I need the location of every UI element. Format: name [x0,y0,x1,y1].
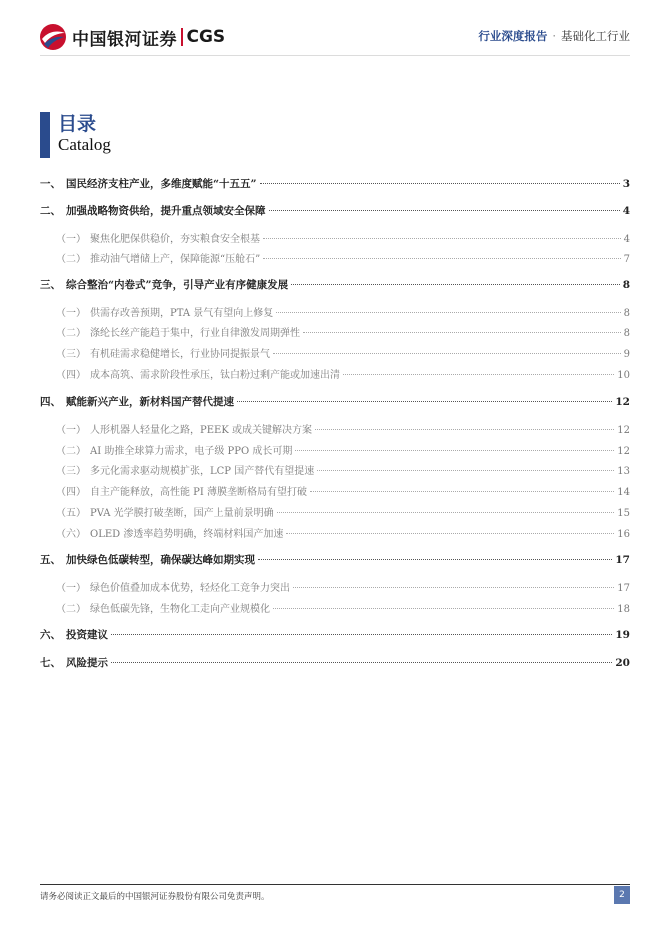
toc-entry-title: 自主产能释放，高性能 PI 薄膜垄断格局有望打破 [90,487,308,498]
toc-section-entry[interactable] [40,230,630,245]
toc-entry-page: 8 [623,328,630,339]
toc-section-entry[interactable] [40,366,630,381]
toc-section-entry[interactable] [40,579,630,594]
toc-dot-leader [258,559,612,560]
toc-dot-leader [315,429,614,430]
toc-entry-number: （一） [56,425,86,436]
toc-title-cn: 目录 [58,113,97,135]
toc-section-entry[interactable] [40,421,630,436]
toc-section-entry[interactable] [40,525,630,540]
toc-entry-title: 投资建议 [66,629,108,641]
toc-dot-leader [317,470,614,471]
toc-section-entry[interactable] [40,504,630,519]
toc-entry-title: 国民经济支柱产业，多维度赋能“十五五” [66,178,257,190]
toc-entry-page: 13 [617,466,630,477]
toc-entry-page: 8 [622,279,630,291]
toc-entry-page: 20 [615,657,630,669]
toc-entry-number: （三） [56,349,86,360]
header-separator: · [552,29,556,43]
page-header [0,0,662,60]
toc-entry-number: （二） [56,328,86,339]
toc-dot-leader [111,662,612,663]
toc-entry-page: 15 [617,508,630,519]
toc-entry-title: 风险提示 [66,657,108,669]
toc-chapter-entry[interactable] [40,277,630,292]
toc-entry-page: 18 [617,604,630,615]
toc-entry-title: 加强战略物资供给，提升重点领域安全保障 [66,205,266,217]
toc-chapter-entry[interactable] [40,176,630,191]
toc-title-en: Catalog [58,135,111,154]
toc-entry-title: OLED 渗透率趋势明确，终端材料国产加速 [90,529,284,540]
logo-divider [181,28,183,46]
report-type: 行业深度报告 [478,29,548,43]
toc-entry-page: 3 [622,178,630,190]
toc-entry-number: （一） [56,308,86,319]
header-divider [40,55,630,56]
toc-chapter-entry[interactable] [40,203,630,218]
toc-section-entry[interactable] [40,600,630,615]
toc-chapter-entry[interactable] [40,552,630,567]
toc-dot-leader [295,450,614,451]
toc-entry-title: 多元化需求驱动规模扩张，LCP 国产替代有望提速 [90,466,315,477]
toc-entry-title: 供需存改善预期，PTA 景气有望向上修复 [90,308,274,319]
toc-entry-number: 二、 [40,205,61,217]
footer-disclaimer: 请务必阅读正文最后的中国银河证券股份有限公司免责声明。 [40,892,270,902]
toc-entry-number: （五） [56,508,86,519]
toc-dot-leader [303,332,621,333]
toc-entry-number: （二） [56,604,86,615]
toc-entry-number: （四） [56,370,86,381]
industry-label: 基础化工行业 [561,29,630,43]
galaxy-logo-icon [38,22,68,52]
toc-section-entry[interactable] [40,442,630,457]
toc-entry-page: 12 [617,425,630,436]
toc-entry-number: （二） [56,446,86,457]
toc-section-entry[interactable] [40,250,630,265]
toc-entry-number: 七、 [40,657,61,669]
toc-entry-number: 五、 [40,554,61,566]
toc-entry-title: 涤纶长丝产能趋于集中，行业自律激发周期弹性 [90,328,300,339]
report-category [478,28,630,44]
toc-entry-number: （三） [56,466,86,477]
toc-entry-page: 12 [615,396,630,408]
toc-entry-title: 成本高筑、需求阶段性承压，钛白粉过剩产能或加速出清 [90,370,340,381]
toc-chapter-entry[interactable] [40,655,630,670]
toc-dot-leader [263,258,620,259]
toc-entry-title: 人形机器人轻量化之路，PEEK 或成关键解决方案 [90,425,312,436]
toc-entry-page: 7 [623,254,630,265]
toc-entry-title: 绿色价值叠加成本优势，轻烃化工竞争力突出 [90,583,290,594]
toc-dot-leader [277,512,615,513]
toc-dot-leader [273,608,614,609]
toc-dot-leader [310,491,614,492]
toc-entry-number: 六、 [40,629,61,641]
toc-entry-title: 绿色低碳先锋，生物化工走向产业规模化 [90,604,270,615]
toc-entry-page: 4 [623,234,630,245]
toc-entry-number: （四） [56,487,86,498]
toc-dot-leader [343,374,614,375]
toc-section-entry[interactable] [40,324,630,339]
toc-entry-title: PVA 光学膜打破垄断，国产上量前景明确 [90,508,274,519]
logo-text-cn: 中国银河证券 [72,29,177,50]
page-number-badge: 2 [614,886,630,904]
toc-dot-leader [286,533,614,534]
toc-entry-page: 10 [617,370,630,381]
toc-dot-leader [269,210,620,211]
toc-entry-number: 四、 [40,396,61,408]
toc-entry-page: 4 [622,205,630,217]
toc-dot-leader [276,312,620,313]
toc-entry-page: 16 [617,529,630,540]
footer-divider [40,884,630,885]
toc-entry-page: 17 [615,554,630,566]
toc-entry-page: 17 [617,583,630,594]
toc-entry-title: 聚焦化肥保供稳价，夯实粮食安全根基 [90,234,260,245]
toc-dot-leader [291,284,620,285]
toc-entry-title: 赋能新兴产业，新材料国产替代提速 [66,396,234,408]
toc-entry-title: 加快绿色低碳转型，确保碳达峰如期实现 [66,554,255,566]
toc-chapter-entry[interactable] [40,394,630,409]
toc-entry-title: AI 助推全球算力需求，电子级 PPO 成长可期 [90,446,293,457]
toc-entry-title: 综合整治“内卷式”竞争，引导产业有序健康发展 [66,279,289,291]
toc-section-entry[interactable] [40,483,630,498]
toc-entry-number: 一、 [40,178,61,190]
toc-entry-page: 9 [623,349,630,360]
toc-section-entry[interactable] [40,345,630,360]
toc-dot-leader [111,634,612,635]
toc-entry-number: （一） [56,234,86,245]
toc-entry-number: （六） [56,529,86,540]
toc-entry-page: 12 [617,446,630,457]
toc-section-entry[interactable] [40,304,630,319]
toc-chapter-entry[interactable] [40,627,630,642]
toc-dot-leader [237,401,612,402]
toc-entry-title: 有机硅需求稳健增长，行业协同提振景气 [90,349,270,360]
toc-entry-page: 19 [615,629,630,641]
toc-dot-leader [293,587,614,588]
toc-entry-page: 8 [623,308,630,319]
toc-dot-leader [263,238,621,239]
logo-text-en: CGS [186,27,226,47]
company-logo [38,22,225,52]
toc-entry-number: 三、 [40,279,61,291]
toc-dot-leader [260,183,620,184]
toc-entry-number: （一） [56,583,86,594]
toc-entry-title: 推动油气增储上产，保障能源“压舱石” [90,254,261,265]
toc-dot-leader [273,353,621,354]
toc-section-entry[interactable] [40,462,630,477]
toc-entry-number: （二） [56,254,86,265]
title-accent-bar [40,112,50,158]
toc-entry-page: 14 [617,487,630,498]
